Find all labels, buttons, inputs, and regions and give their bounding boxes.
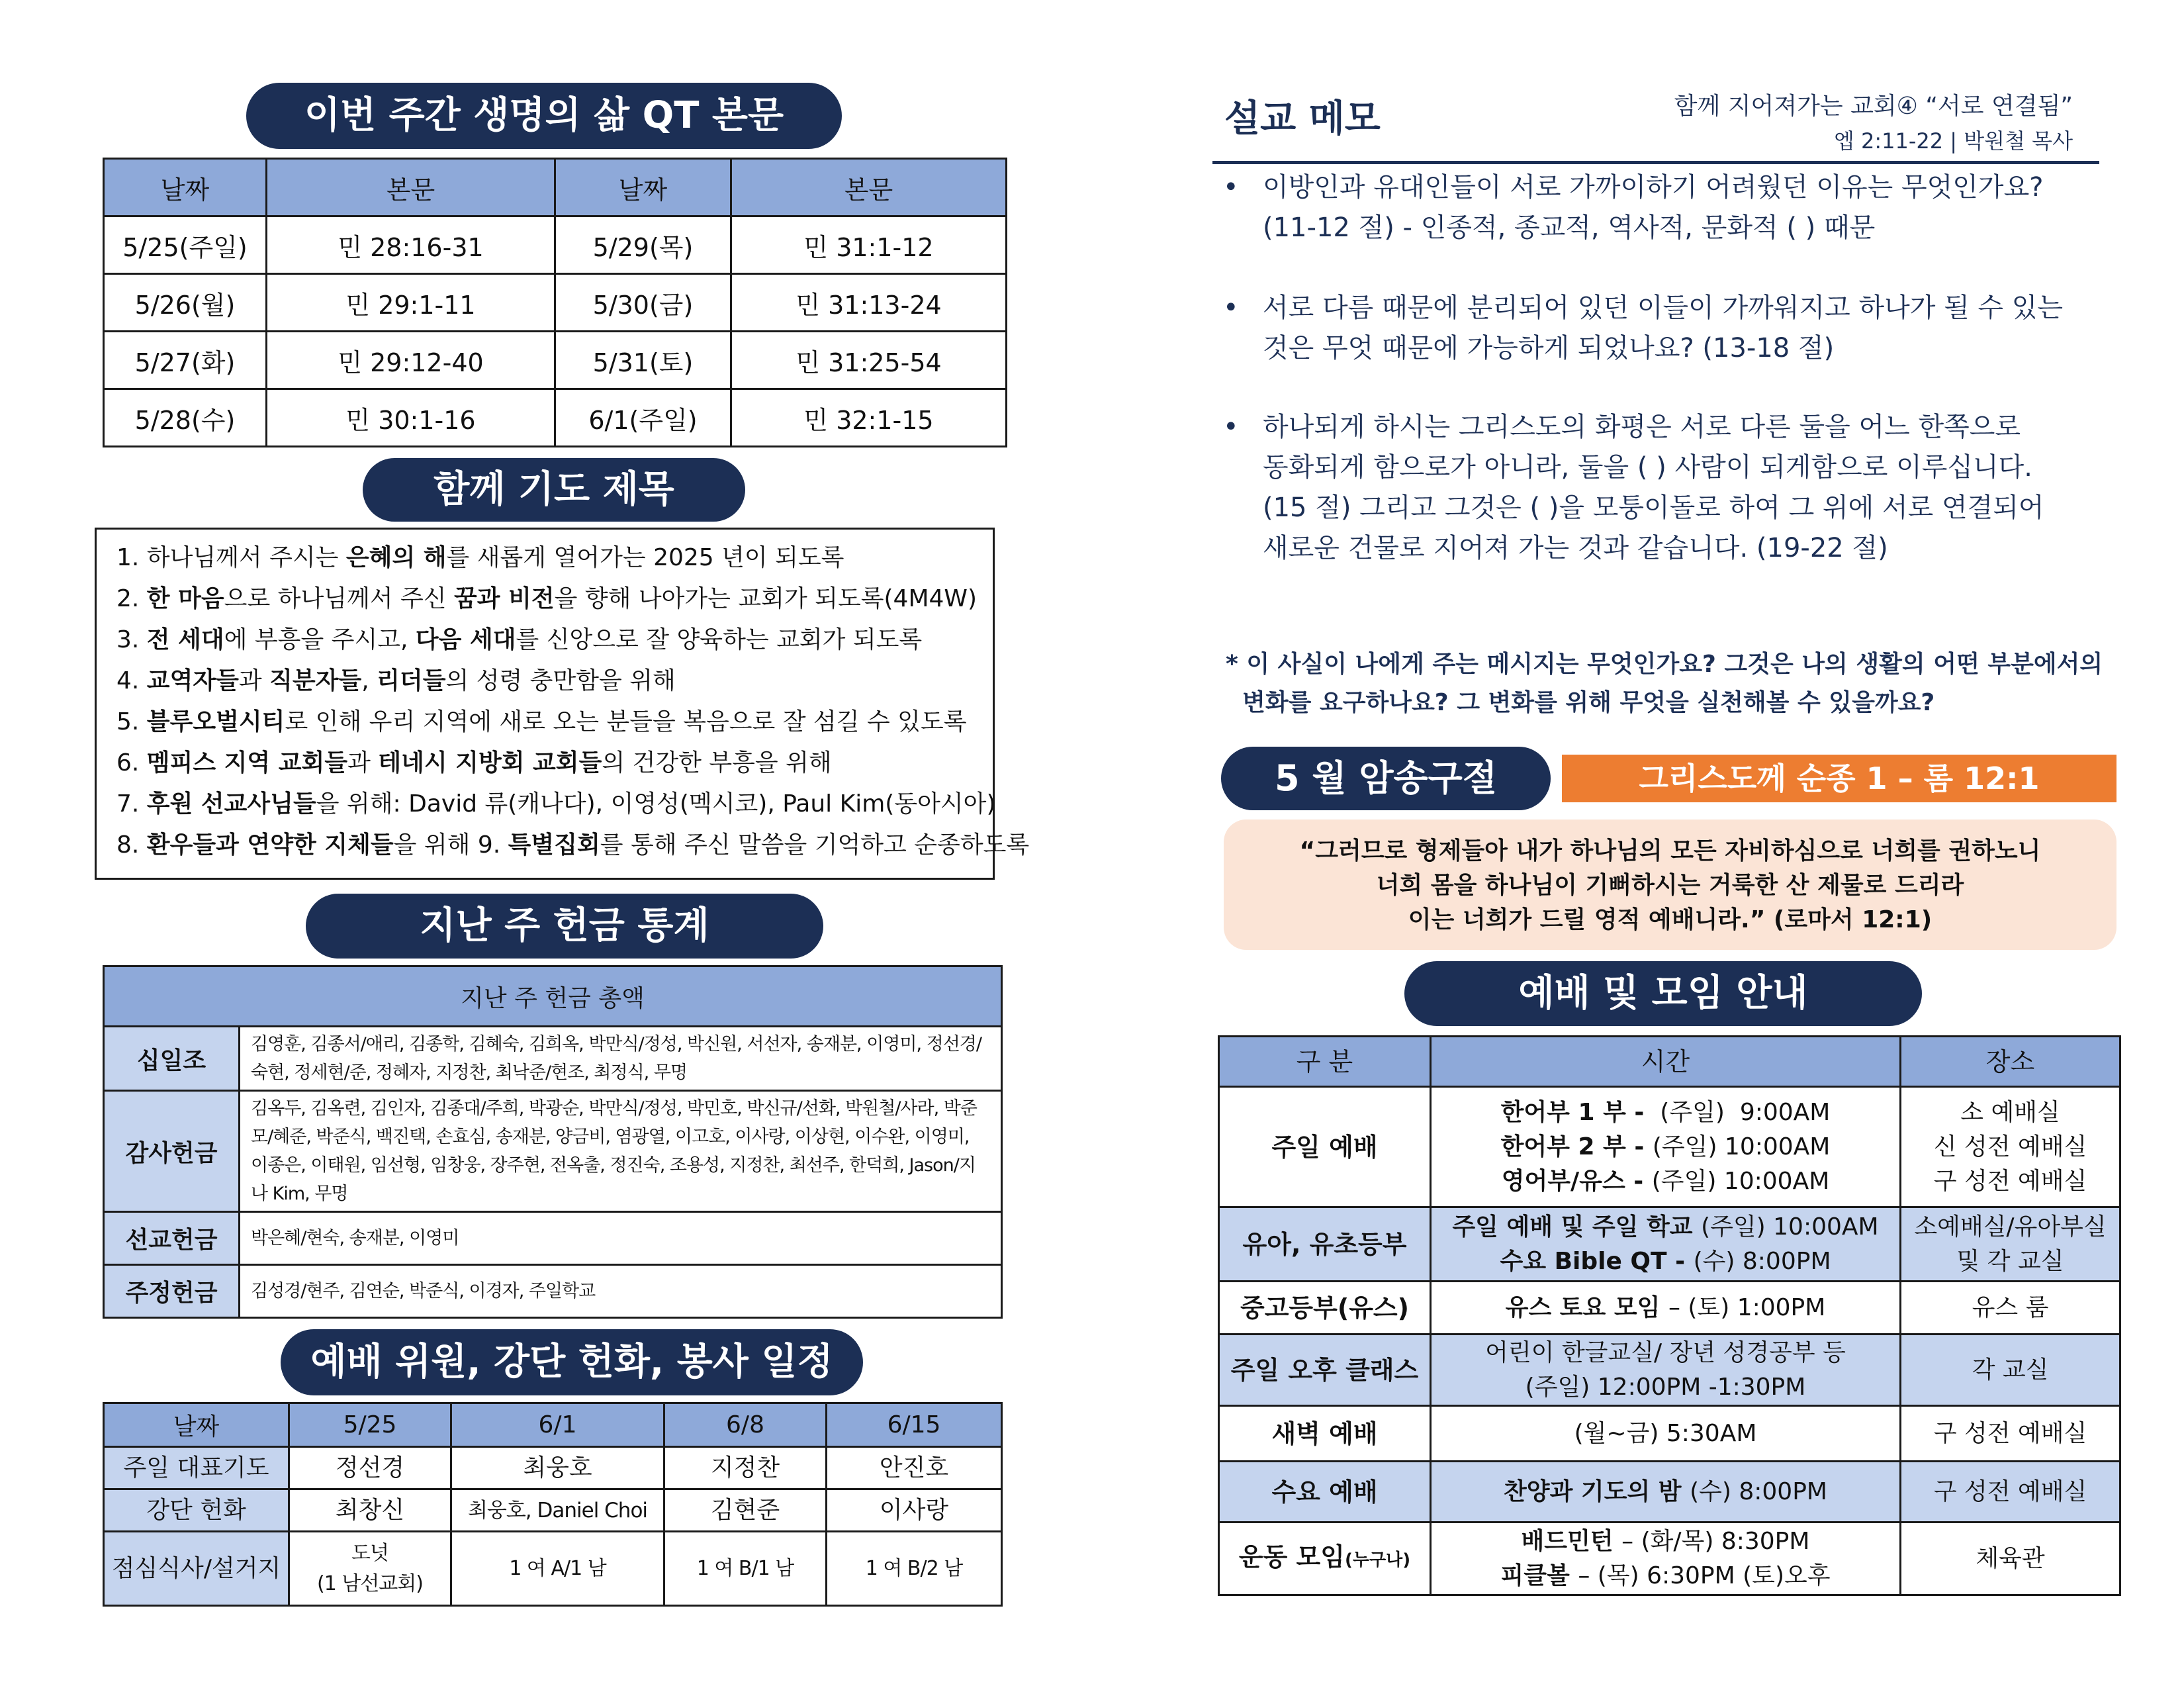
schedule-category (1219, 1207, 1431, 1282)
service-cell: 정선경 (289, 1447, 451, 1489)
schedule-header: 장소 (1901, 1037, 2120, 1087)
qt-passage-cell: 민 29:12-40 (267, 332, 555, 389)
prayer-text: 를 새롭게 열어가는 2025 년이 되도록 (446, 544, 844, 571)
service-cell: 안진호 (827, 1447, 1002, 1489)
prayer-item (116, 743, 973, 784)
qt-date-cell: 5/30(금) (555, 274, 731, 332)
schedule-time (1431, 1087, 1901, 1207)
prayer-item (116, 702, 973, 743)
prayer-emphasis: 꿈과 비전 (454, 585, 555, 612)
verse-ref-banner: 그리스도께 순종 1 – 롬 12:1 (1562, 755, 2116, 802)
qt-header-row (104, 159, 1007, 216)
qt-date-cell: 6/1(주일) (555, 389, 731, 447)
service-header: 5/25 (289, 1403, 451, 1447)
schedule-place-line: 및 각 교실 (1956, 1247, 2064, 1275)
schedule-category-label: 중고등부(유스) (1240, 1293, 1409, 1323)
schedule-time-line (1432, 1130, 1899, 1164)
service-header: 6/1 (451, 1403, 664, 1447)
schedule-time-line (1432, 1417, 1899, 1451)
bullet-icon: • (1223, 412, 1239, 442)
qt-passage-cell: 민 31:25-54 (731, 332, 1007, 389)
offering-row (104, 1027, 1002, 1091)
offering-category: 십일조 (104, 1027, 240, 1091)
schedule-row (1219, 1523, 2120, 1595)
schedule-time-emphasis: 찬양과 기도의 밤 (1504, 1477, 1690, 1505)
prayer-text: 의 건강한 부흥을 위해 (602, 749, 832, 776)
prayer-text: , (361, 667, 377, 694)
schedule-time-text: (주일) 10:00AM (1651, 1167, 1830, 1195)
schedule-time (1431, 1335, 1901, 1406)
schedule-time-line (1432, 1244, 1899, 1279)
schedule-place-line: 구 성전 예배실 (1933, 1477, 2087, 1505)
schedule-category (1219, 1087, 1431, 1207)
prayer-text: 8. (116, 831, 147, 859)
prayer-emphasis: 교역자들 (146, 667, 239, 694)
prayer-text: 로 인해 우리 지역에 새로 오는 분들을 복음으로 잘 섬길 수 있도록 (285, 708, 967, 735)
schedule-time-emphasis: 피클볼 (1500, 1562, 1578, 1589)
service-header: 날짜 (104, 1403, 289, 1447)
prayer-emphasis: 리더들 (377, 667, 446, 694)
service-cell: 지정찬 (664, 1447, 827, 1489)
prayer-title: 함께 기도 제목 (363, 458, 745, 522)
service-table (103, 1402, 1003, 1607)
prayer-text: 을 위해 9. (393, 831, 508, 859)
schedule-time-line (1432, 1475, 1899, 1509)
qt-header-date: 날짜 (555, 159, 731, 216)
reflection-question (1226, 645, 2103, 722)
schedule-place-line: 구 성전 예배실 (1933, 1419, 2087, 1447)
prayer-text: 2. (116, 585, 147, 612)
prayer-text: 의 성령 충만함을 위해 (445, 667, 676, 694)
schedule-place-line: 각 교실 (1972, 1356, 2049, 1383)
schedule-time-emphasis: 수요 Bible QT - (1500, 1247, 1694, 1275)
prayer-item (116, 661, 973, 702)
verse-box (1224, 820, 2116, 950)
qt-date-cell: 5/31(토) (555, 332, 731, 389)
qt-date-cell: 5/28(수) (104, 389, 267, 447)
verse-line: 너희 몸을 하나님이 기뻐하시는 거룩한 산 제물로 드리라 (1376, 872, 1964, 899)
schedule-place (1901, 1335, 2120, 1406)
schedule-time-text: (수) 8:00PM (1690, 1477, 1827, 1505)
qt-date-cell: 5/29(목) (555, 216, 731, 274)
qt-row (104, 274, 1007, 332)
schedule-time-emphasis: 영어부/유스 - (1501, 1167, 1652, 1195)
schedule-time (1431, 1406, 1901, 1462)
schedule-time-text: (수) 8:00PM (1693, 1247, 1831, 1275)
schedule-header: 구 분 (1219, 1037, 1431, 1087)
service-role: 점심식사/설거지 (104, 1532, 289, 1606)
prayer-list (95, 528, 1030, 880)
schedule-time-text: (월~금) 5:30AM (1574, 1419, 1757, 1447)
schedule-row (1219, 1207, 2120, 1282)
schedule-row (1219, 1462, 2120, 1523)
schedule-row (1219, 1087, 2120, 1207)
schedule-category-label: 수요 예배 (1271, 1477, 1378, 1507)
schedule-place (1901, 1406, 2120, 1462)
sermon-title: 함께 지어져가는 교회④ “서로 연결됨” (1674, 93, 2073, 120)
memo-title: 설교 메모 (1224, 97, 1381, 140)
schedule-time-emphasis: 한어부 2 부 - (1500, 1133, 1653, 1160)
service-cell: 도넛 (1 남선교회) (289, 1532, 451, 1606)
schedule-time-text: – (목) 6:30PM (토)오후 (1578, 1562, 1831, 1589)
schedule-time-line (1432, 1096, 1899, 1130)
service-role: 주일 대표기도 (104, 1447, 289, 1489)
qt-passage-cell: 민 28:16-31 (267, 216, 555, 274)
schedule-time-text: (주일) 10:00AM (1701, 1213, 1879, 1241)
schedule-header: 시간 (1431, 1037, 1901, 1087)
schedule-category (1219, 1406, 1431, 1462)
prayer-text: 을 향해 나아가는 교회가 되도록(4M4W) (554, 585, 978, 612)
schedule-place-line: 소예배실/유아부실 (1914, 1213, 2107, 1241)
schedule-category-note: (누구나) (1344, 1550, 1411, 1570)
offering-category: 감사헌금 (104, 1091, 240, 1212)
reflection-line: 변화를 요구하나요? 그 변화를 위해 무엇을 실천해볼 수 있을까요? (1226, 689, 1935, 716)
qt-passage-cell: 민 30:1-16 (267, 389, 555, 447)
schedule-category (1219, 1462, 1431, 1523)
schedule-category-label: 유아, 유초등부 (1242, 1229, 1407, 1259)
schedule-category-label: 주일 예배 (1271, 1132, 1378, 1162)
schedule-table (1218, 1035, 2121, 1596)
offering-category: 주정헌금 (104, 1265, 240, 1318)
memo-question-line: 새로운 건물로 지어져 가는 것과 같습니다. (19-22 절) (1263, 533, 1888, 563)
service-cell: 김현준 (664, 1489, 827, 1532)
schedule-row (1219, 1406, 2120, 1462)
schedule-time-emphasis: 주일 예배 및 주일 학교 (1452, 1213, 1702, 1241)
schedule-time-text: – (토) 1:00PM (1668, 1293, 1826, 1321)
memo-question-line: (15 절) 그리고 그것은 ( )을 모퉁이돌로 하여 그 위에 서로 연결되어 (1263, 492, 2044, 523)
service-row (104, 1489, 1002, 1532)
qt-header-text: 본문 (731, 159, 1007, 216)
memo-question-line: 것은 무엇 때문에 가능하게 되었나요? (13-18 절) (1263, 333, 1835, 363)
schedule-time (1431, 1523, 1901, 1595)
schedule-category (1219, 1335, 1431, 1406)
qt-title: 이번 주간 생명의 삶 QT 본문 (246, 83, 842, 149)
prayer-text: 4. (116, 667, 147, 694)
qt-header-date: 날짜 (104, 159, 267, 216)
schedule-place-line: 소 예배실 (1960, 1098, 2060, 1126)
schedule-time (1431, 1207, 1901, 1282)
prayer-emphasis: 특별집회 (508, 831, 600, 859)
offering-names: 김옥두, 김옥련, 김인자, 김종대/주희, 박광순, 박만식/정성, 박민호, 박신규/선화, 박원철/사라, 박준모/혜준, 박준식, 백진택, 손효심, 송재분, 양금비, 염광열, 이고호, 이사랑, 이상현, 이수완, 이영미, 이종은, 이태원, 임선형, 임창웅, 장주현, 전옥출, 정진숙, 조용성, 지정찬, 최선주, 한덕희, Jason/지나 Kim, 무명 (240, 1091, 1002, 1212)
schedule-place-line: 체육관 (1976, 1544, 2045, 1572)
schedule-time-emphasis: 한어부 1 부 - (1500, 1098, 1653, 1126)
prayer-text: 6. (116, 749, 147, 776)
bullet-icon: • (1223, 172, 1239, 203)
offering-total-label: 지난 주 헌금 총액 (104, 966, 1002, 1027)
schedule-time-text: 어린이 한글교실/ 장년 성경공부 등 (1485, 1338, 1846, 1366)
service-cell: 최웅호 (451, 1447, 664, 1489)
prayer-emphasis: 직분자들 (269, 667, 362, 694)
schedule-time-emphasis: 배드민턴 (1521, 1527, 1622, 1555)
schedule-place (1901, 1207, 2120, 1282)
qt-passage-cell: 민 31:1-12 (731, 216, 1007, 274)
schedule-title: 예배 및 모임 안내 (1404, 961, 1922, 1026)
qt-passage-cell: 민 29:1-11 (267, 274, 555, 332)
prayer-emphasis: 다음 세대 (415, 626, 516, 653)
memo-question-line: 동화되게 함으로가 아니라, 둘을 ( ) 사람이 되게함으로 이루십니다. (1263, 452, 2032, 483)
schedule-time-text: (주일) 10:00AM (1652, 1133, 1831, 1160)
prayer-emphasis: 환우들과 연약한 지체들 (146, 831, 394, 859)
memo-question-line: 하나되게 하시는 그리스도의 화평은 서로 다른 둘을 어느 한쪽으로 (1263, 412, 2021, 442)
schedule-time-line (1432, 1164, 1899, 1199)
offering-names: 박은혜/현숙, 송재분, 이영미 (240, 1212, 1002, 1265)
offering-names: 김영훈, 김종서/애리, 김종학, 김혜숙, 김희옥, 박만식/정성, 박신원, 서선자, 송재분, 이영미, 정선경/숙현, 정세현/준, 정혜자, 지정찬, 최낙준/현조, 최정식, 무명 (240, 1027, 1002, 1091)
service-cell: 1 여 B/1 남 (664, 1532, 827, 1606)
service-cell: 1 여 B/2 남 (827, 1532, 1002, 1606)
schedule-place-line: 신 성전 예배실 (1933, 1133, 2087, 1160)
service-title: 예배 위원, 강단 헌화, 봉사 일정 (281, 1329, 863, 1395)
prayer-text: 5. (116, 708, 147, 735)
schedule-category (1219, 1523, 1431, 1595)
schedule-time-line (1432, 1336, 1899, 1370)
prayer-text: 를 통해 주신 말씀을 기억하고 순종하도록 (600, 831, 1030, 859)
qt-row (104, 389, 1007, 447)
schedule-place (1901, 1523, 2120, 1595)
schedule-category (1219, 1282, 1431, 1335)
schedule-place-line: 유스 룸 (1972, 1293, 2049, 1321)
offering-title: 지난 주 헌금 통계 (306, 894, 823, 959)
bullet-icon: • (1223, 293, 1239, 323)
offering-category: 선교헌금 (104, 1212, 240, 1265)
schedule-row (1219, 1335, 2120, 1406)
prayer-text: 1. 하나님께서 주시는 (116, 544, 346, 571)
qt-date-cell: 5/26(월) (104, 274, 267, 332)
prayer-emphasis: 후원 선교사님들 (146, 790, 316, 818)
qt-passage-cell: 민 32:1-15 (731, 389, 1007, 447)
schedule-row (1219, 1282, 2120, 1335)
prayer-item (116, 825, 1030, 866)
service-cell: 1 여 A/1 남 (451, 1532, 664, 1606)
schedule-category-label: 운동 모임 (1238, 1542, 1345, 1571)
prayer-emphasis: 전 세대 (146, 626, 224, 653)
memo-question (1223, 167, 2097, 248)
schedule-time-line (1432, 1370, 1899, 1405)
schedule-time-line (1432, 1291, 1899, 1325)
reflection-line: * 이 사실이 나에게 주는 메시지는 무엇인가요? 그것은 나의 생활의 어떤 부분에서의 (1226, 651, 2103, 678)
prayer-text: 을 위해: David 류(캐나다), 이영성(멕시코), Paul Kim(동아시아) (316, 790, 996, 818)
prayer-emphasis: 블루오벌시티 (146, 708, 285, 735)
prayer-text: 에 부흥을 주시고, (224, 626, 416, 653)
service-header: 6/8 (664, 1403, 827, 1447)
prayer-text: 으로 하나님께서 주신 (224, 585, 454, 612)
qt-date-cell: 5/25(주일) (104, 216, 267, 274)
memo-question-line: 서로 다름 때문에 분리되어 있던 이들이 가까워지고 하나가 될 수 있는 (1263, 293, 2064, 323)
qt-passage-cell: 민 31:13-24 (731, 274, 1007, 332)
qt-table (103, 158, 1007, 447)
schedule-place (1901, 1462, 2120, 1523)
memo-question (1223, 407, 2097, 569)
service-row (104, 1447, 1002, 1489)
schedule-time-text: (주일) 12:00PM -1:30PM (1525, 1373, 1806, 1401)
memo-question-line: 이방인과 유대인들이 서로 가까이하기 어려웠던 이유는 무엇인가요? (1263, 172, 2044, 203)
service-row (104, 1532, 1002, 1606)
verse-line: 이는 너희가 드릴 영적 예배니라.” (로마서 12:1) (1408, 906, 1933, 933)
prayer-item (116, 579, 978, 620)
prayer-emphasis: 테네시 지방회 교회들 (378, 749, 602, 776)
prayer-text: 과 (347, 749, 379, 776)
prayer-emphasis: 한 마음 (146, 585, 224, 612)
offering-row (104, 1265, 1002, 1318)
schedule-time-line (1432, 1559, 1899, 1593)
sermon-ref: 엡 2:11-22 | 박원철 목사 (1833, 128, 2073, 154)
memo-question (1223, 288, 2097, 369)
schedule-time (1431, 1282, 1901, 1335)
prayer-text: 과 (238, 667, 270, 694)
schedule-time-line (1432, 1210, 1899, 1244)
verse-title: 5 월 암송구절 (1221, 747, 1551, 810)
schedule-category-label: 주일 오후 클래스 (1230, 1355, 1419, 1385)
verse-line: “그러므로 형제들아 내가 하나님의 모든 자비하심으로 너희를 권하노니 (1299, 837, 2041, 865)
qt-row (104, 216, 1007, 274)
offering-names: 김성경/현주, 김연순, 박준식, 이경자, 주일학교 (240, 1265, 1002, 1318)
prayer-item (116, 538, 973, 579)
prayer-item (116, 784, 996, 825)
schedule-time-text: (주일) 9:00AM (1652, 1098, 1831, 1126)
prayer-item (116, 620, 973, 661)
offering-row (104, 1212, 1002, 1265)
service-role: 강단 헌화 (104, 1489, 289, 1532)
qt-header-text: 본문 (267, 159, 555, 216)
prayer-emphasis: 멤피스 지역 교회들 (146, 749, 348, 776)
memo-question-line: (11-12 절) - 인종적, 종교적, 역사적, 문화적 ( ) 때문 (1263, 212, 1876, 243)
service-header: 6/15 (827, 1403, 1002, 1447)
memo-divider (1212, 161, 2099, 164)
schedule-category-label: 새벽 예배 (1271, 1419, 1378, 1448)
qt-row (104, 332, 1007, 389)
schedule-place-line: 구 성전 예배실 (1933, 1167, 2087, 1195)
offering-row (104, 1091, 1002, 1212)
schedule-time-emphasis: 유스 토요 모임 (1505, 1293, 1668, 1321)
qt-date-cell: 5/27(화) (104, 332, 267, 389)
schedule-place (1901, 1087, 2120, 1207)
schedule-time-text: – (화/목) 8:30PM (1621, 1527, 1810, 1555)
schedule-time (1431, 1462, 1901, 1523)
prayer-text: 7. (116, 790, 147, 818)
service-cell: 이사랑 (827, 1489, 1002, 1532)
offering-table (103, 965, 1003, 1319)
service-cell: 최웅호, Daniel Choi (451, 1489, 664, 1532)
prayer-emphasis: 은혜의 해 (345, 544, 447, 571)
service-cell: 최창신 (289, 1489, 451, 1532)
prayer-text: 를 신앙으로 잘 양육하는 교회가 되도록 (516, 626, 923, 653)
schedule-time-line (1432, 1524, 1899, 1559)
schedule-place (1901, 1282, 2120, 1335)
prayer-text: 3. (116, 626, 147, 653)
